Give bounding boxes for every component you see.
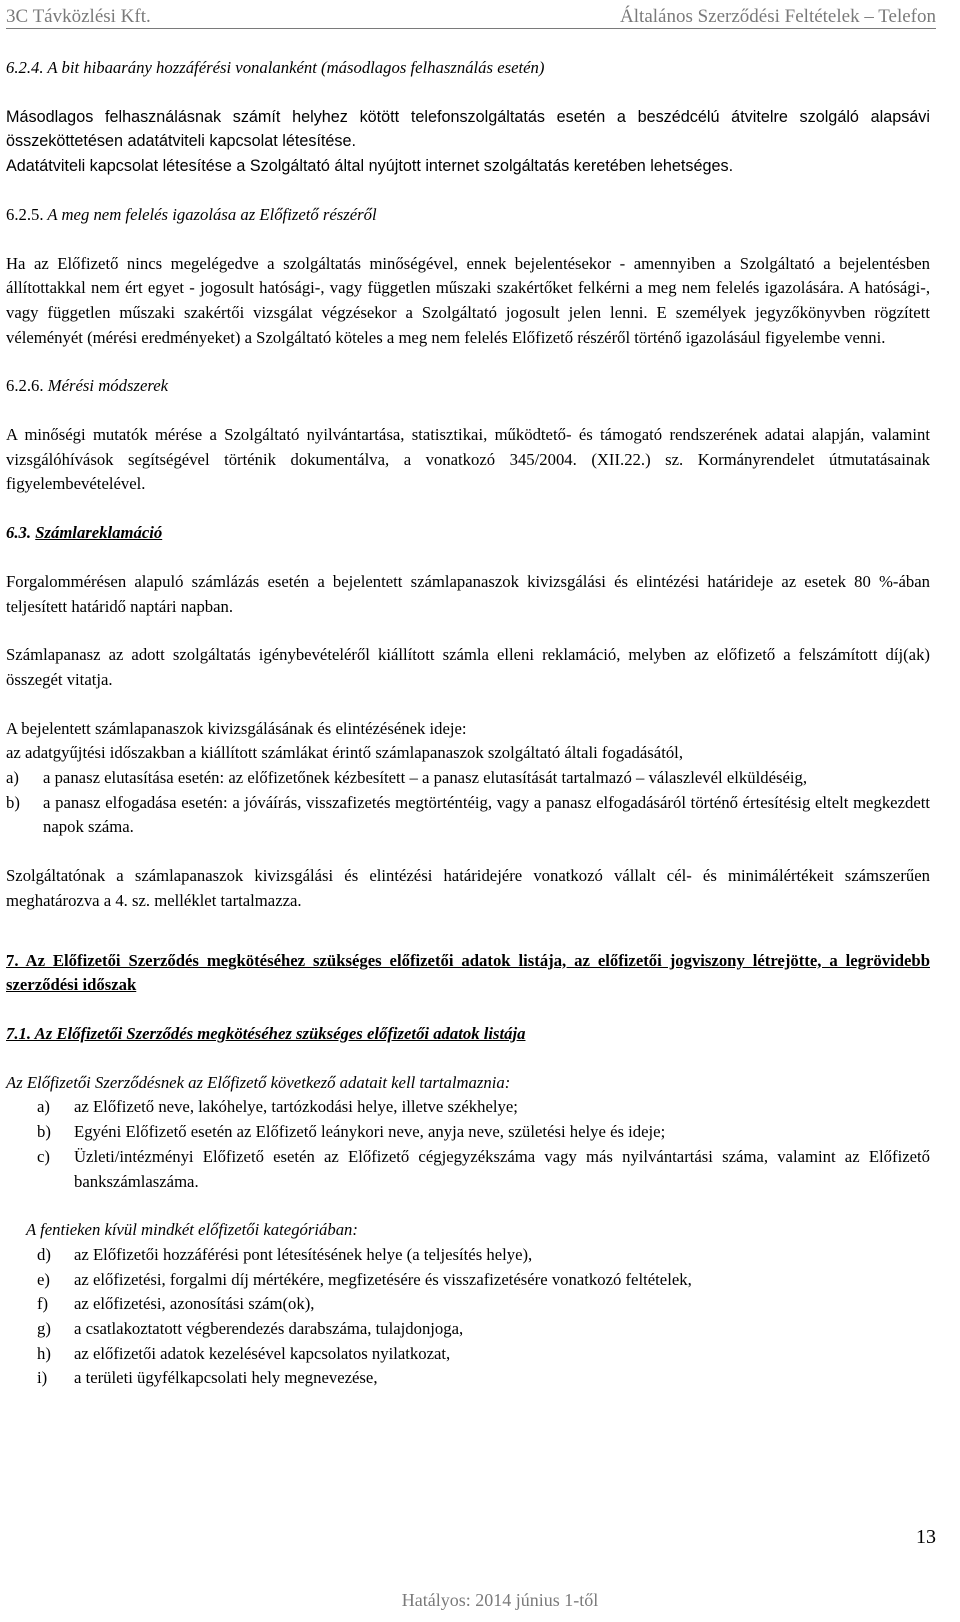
section-6-2-6-paragraph: A minőségi mutatók mérése a Szolgáltató nyilvántartása, statisztikai, működtető- és támogató rendszerének adatai alapján, valamint vizsgálóhívások segítségével történik dokumentálva, a vonatkozó 345/2004. (XII.22.) sz. Kormányrendelet útmutatásainak figyelembevételével. [6, 425, 930, 494]
section-6-2-6-heading [6, 374, 930, 399]
list-item: g) a csatlakoztatott végberendezés darabszáma, tulajdonjoga, [37, 1319, 464, 1339]
section-6-2-5-paragraph: Ha az Előfizető nincs megelégedve a szolgáltatás minőségével, ennek bejelentésekor - amennyiben a Szolgáltató a bejelentésben állítottakkal nem ért egyet - jogosult hatósági-, vagy független műszaki szakértőket felkérni a meg nem felelés igazolására. A hatósági-, vagy független műszaki szakértői vizsgálat végzésekor a Szolgáltató jogosult jelen lenni. E személyek jegyzőkönyvben rögzített véleményét (mérési eredményeket) a Szolgáltató köteles a meg nem felelés Előfizető részéről történő igazolásául figyelembe venni. [6, 253, 930, 347]
header-document-title: Általános Szerződési Feltételek – Telefon [620, 6, 936, 27]
document-body [6, 56, 930, 1391]
section-6-2-4-paragraph-1: Másodlagos felhasználásnak számít helyhez kötött telefonszolgáltatás esetén a beszédcélú átvitelre szolgáló alapsávi összeköttetésen adatátviteli kapcsolat létesítése. [6, 107, 930, 151]
list-item: a) az Előfizető neve, lakóhelye, tartózkodási helye, illetve székhelye; [37, 1097, 518, 1117]
page-number: 13 [916, 1526, 936, 1548]
section-title: Mérési módszerek [47, 376, 169, 396]
footer-effective-date: Hatályos: 2014 június 1-től [401, 1590, 599, 1610]
section-6-2-4-heading: 6.2.4. A bit hibaarány hozzáférési vonalanként (másodlagos felhasználás esetén) [6, 58, 545, 77]
section-7-1-heading: 7.1. Az Előfizetői Szerződés megkötéséhez szükséges előfizetői adatok listája [6, 1023, 526, 1043]
list-item: a) a panasz elutasítása esetén: az előfizetőnek kézbesített – a panasz elutasítását tartalmazó – válaszlevél elküldéséig, [6, 768, 808, 788]
list-item: i) a területi ügyfélkapcsolati hely megnevezése, [37, 1368, 378, 1388]
page-header [6, 2, 936, 29]
list-item: d) az Előfizetői hozzáférési pont létesítésének helye (a teljesítés helye), [37, 1244, 533, 1264]
section-6-2-5-heading [6, 203, 930, 228]
header-company: 3C Távközlési Kft. [6, 6, 151, 27]
list-item: h) az előfizetői adatok kezelésével kapcsolatos nyilatkozat, [37, 1343, 451, 1363]
section-7-heading: 7. Az Előfizetői Szerződés megkötéséhez szükséges előfizetői adatok listája, az előfizetői jogviszony létrejötte, a legrövidebb szerződési időszak [6, 950, 930, 995]
section-7-1-intro-2: A fentieken kívül mindkét előfizetői kategóriában: [26, 1220, 358, 1240]
section-number: 6.2.5. [6, 204, 44, 224]
list-item: b) a panasz elfogadása esetén: a jóváírás, visszafizetés megtörténtéig, vagy a panasz elfogadásáról történő értesítésig eltelt megkezdett napok száma. [6, 792, 930, 837]
section-title: A meg nem felelés igazolása az Előfizető részéről [47, 204, 377, 224]
section-6-3-paragraph-4: Szolgáltatónak a számlapanaszok kivizsgálási és elintézési határidejére vonatkozó vállalt cél- és minimálértékeit számszerűen meghatározva a 4. sz. melléklet tartalmazza. [6, 866, 930, 910]
section-6-2-4-paragraph-2: Adatátviteli kapcsolat létesítése a Szolgáltató által nyújtott internet szolgáltatás keretében lehetséges. [6, 157, 734, 176]
section-6-3-paragraph-3b: az adatgyűjtési időszakban a kiállított számlákat érintő számlapanaszok szolgáltató általi fogadásától, [6, 743, 683, 763]
section-title: Számlareklamáció [35, 523, 163, 543]
section-6-3-paragraph-3a: A bejelentett számlapanaszok kivizsgálásának és elintézésének ideje: [6, 718, 467, 738]
list-item: e) az előfizetési, forgalmi díj mértékére, megfizetésére és visszafizetésére vonatkozó feltételek, [37, 1269, 692, 1289]
section-number: 6.2.6. [6, 376, 44, 396]
list-item: b) Egyéni Előfizető esetén az Előfizető leánykori neve, anyja neve, születési helye és ideje; [37, 1122, 666, 1142]
list-item: f) az előfizetési, azonosítási szám(ok), [37, 1294, 315, 1314]
section-number: 6.3. [6, 523, 32, 543]
section-7-1-intro: Az Előfizetői Szerződésnek az Előfizető következő adatait kell tartalmaznia: [6, 1072, 511, 1092]
page-footer [0, 1590, 960, 1611]
section-6-3-heading [6, 521, 930, 546]
list-item: c) Üzleti/intézményi Előfizető esetén az Előfizető cégjegyzékszáma vagy más nyilvántartási száma, valamint az Előfizető bankszámlaszáma. [37, 1146, 930, 1191]
section-6-3-paragraph-1: Forgalommérésen alapuló számlázás esetén a bejelentett számlapanaszok kivizsgálási és elintézési határideje az esetek 80 %-ában teljesített határidő naptári napban. [6, 571, 930, 616]
section-6-3-paragraph-2: Számlapanasz az adott szolgáltatás igénybevételéről kiállított számla elleni reklamáció, melyben az előfizető a felszámított díj(ak) összegét vitatja. [6, 645, 930, 689]
